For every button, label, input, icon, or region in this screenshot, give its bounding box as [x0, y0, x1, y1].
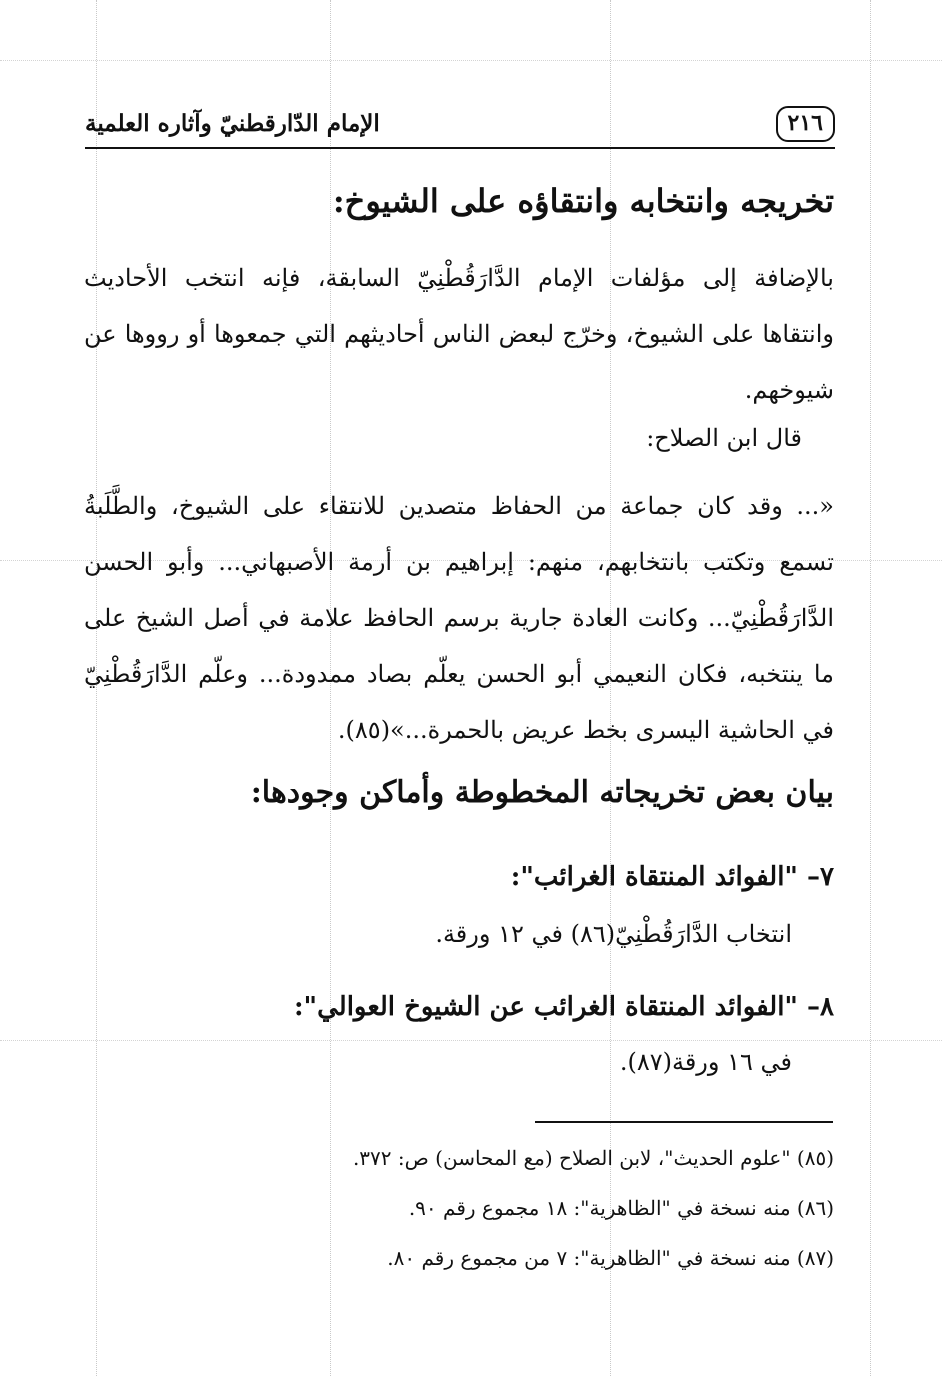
footnote-rule — [535, 1121, 833, 1123]
page-number: ٢١٦ — [776, 106, 835, 142]
section-heading: تخريجه وانتخابه وانتقاؤه على الشيوخ: — [332, 182, 834, 220]
list-item-title: ٧– "الفوائد المنتقاة الغرائب": — [510, 862, 834, 892]
footnote: (٨٧) منه نسخة في "الظاهرية": ٧ من مجموع رقم ٨٠. — [387, 1246, 834, 1270]
quote-intro: قال ابن الصلاح: — [646, 424, 802, 452]
footnote: (٨٥) "علوم الحديث"، لابن الصلاح (مع المحاسن) ص: ٣٧٢. — [352, 1146, 834, 1170]
list-item-desc: انتخاب الدَّارَقُطْنِيّ(٨٦) في ١٢ ورقة. — [435, 920, 792, 948]
footnote: (٨٦) منه نسخة في "الظاهرية": ١٨ مجموع رقم ٩٠. — [408, 1196, 834, 1220]
list-item-desc: في ١٦ ورقة(٨٧). — [619, 1048, 792, 1076]
grid-line — [870, 0, 871, 1376]
page-header — [85, 100, 835, 148]
intro-paragraph: بالإضافة إلى مؤلفات الإمام الدَّارَقُطْنِيّ السابقة، فإنه انتخب الأحاديث وانتقاها على الشيوخ، وخرّج لبعض الناس أحاديثهم التي جمعوها أو رووها عن شيوخهم. — [84, 264, 834, 404]
quote-paragraph: «... وقد كان جماعة من الحفاظ متصدين للانتقاء على الشيوخ، والطَّلَبةُ تسمع وتكتب بانتخابهم، منهم: إبراهيم بن أرمة الأصبهاني... وأبو الحسن الدَّارَقُطْنِيّ... وكانت العادة جارية برسم الحافظ علامة في أصل الشيخ على ما ينتخبه، فكان النعيمي أبو الحسن يعلّم بصاد ممدودة... وعلّم الدَّارَقُطْنِيّ في الحاشية اليسرى بخط عريض بالحمرة...»(٨٥). — [84, 492, 834, 744]
subsection-heading: بيان بعض تخريجاته المخطوطة وأماكن وجودها: — [250, 775, 834, 810]
grid-line — [0, 1040, 942, 1041]
grid-line — [0, 60, 942, 61]
header-rule — [85, 147, 835, 149]
list-item-title: ٨– "الفوائد المنتقاة الغرائب عن الشيوخ العوالي": — [293, 992, 834, 1022]
running-title: الإمام الدّارقطنيّ وآثاره العلمية — [85, 110, 380, 137]
